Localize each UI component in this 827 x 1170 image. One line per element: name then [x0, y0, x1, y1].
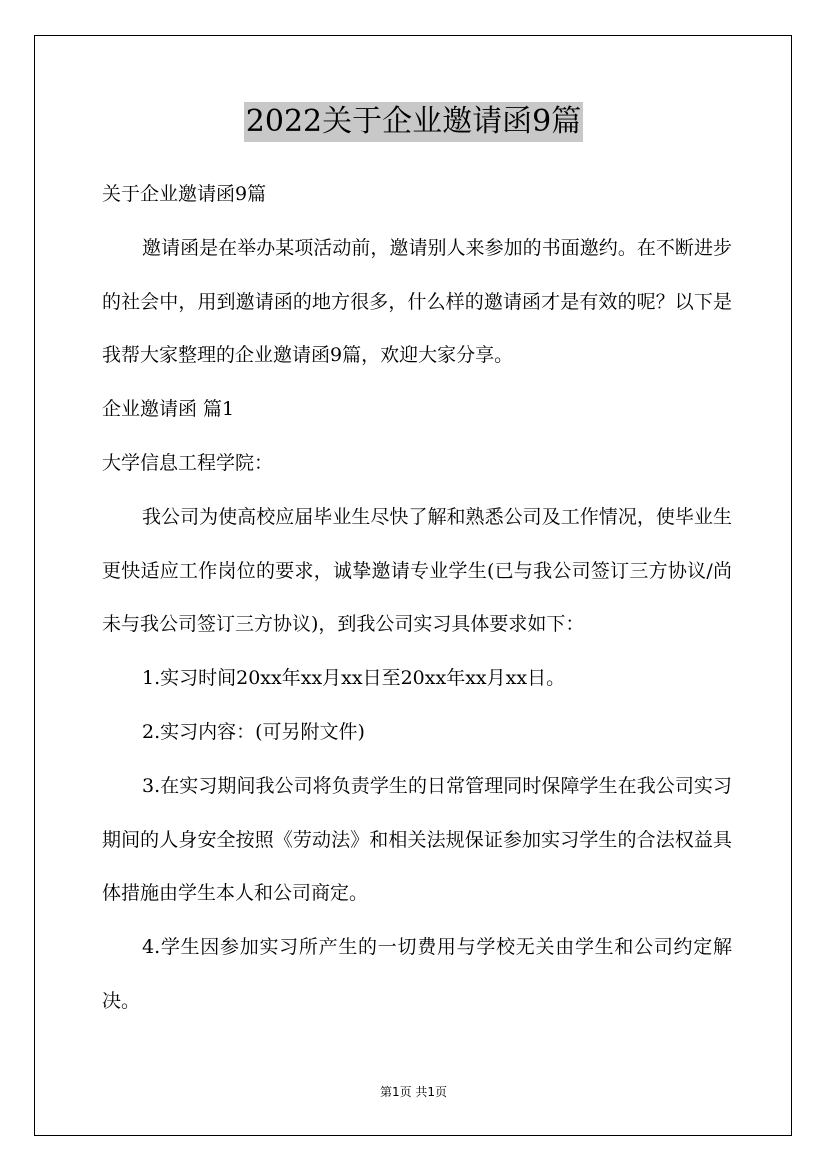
list-item-1: 1.实习时间20xx年xx月xx日至20xx年xx月xx日。	[142, 667, 566, 690]
page-footer: 第1页 共1页	[379, 1085, 448, 1099]
subtitle-paragraph: 关于企业邀请函9篇	[102, 183, 267, 205]
document-title: 2022关于企业邀请函9篇	[244, 102, 583, 142]
salutation: 大学信息工程学院：	[102, 451, 274, 474]
body-paragraph: 我公司为使高校应届毕业生尽快了解和熟悉公司及工作情况，使毕业生更快适应工作岗位的要求，诚挚邀请专业学生(已与我公司签订三方协议/尚未与我公司签订三方协议)，到我公司实习具体要求如下：	[102, 505, 732, 636]
intro-paragraph: 邀请函是在举办某项活动前，邀请别人来参加的书面邀约。在不断进步的社会中，用到邀请函的地方很多，什么样的邀请函才是有效的呢？以下是我帮大家整理的企业邀请函9篇，欢迎大家分享。	[102, 236, 732, 367]
document-body	[102, 168, 732, 1029]
section-heading: 企业邀请函 篇1	[102, 398, 235, 421]
list-item-3: 3.在实习期间我公司将负责学生的日常管理同时保障学生在我公司实习期间的人身安全按照《劳动法》和相关法规保证参加实习学生的合法权益具体措施由学生本人和公司商定。	[102, 774, 732, 905]
list-item-4: 4.学生因参加实习所产生的一切费用与学校无关由学生和公司约定解决。	[102, 936, 732, 1012]
title-wrap	[0, 102, 827, 142]
list-item-2: 2.实习内容：(可另附文件)	[142, 720, 365, 743]
